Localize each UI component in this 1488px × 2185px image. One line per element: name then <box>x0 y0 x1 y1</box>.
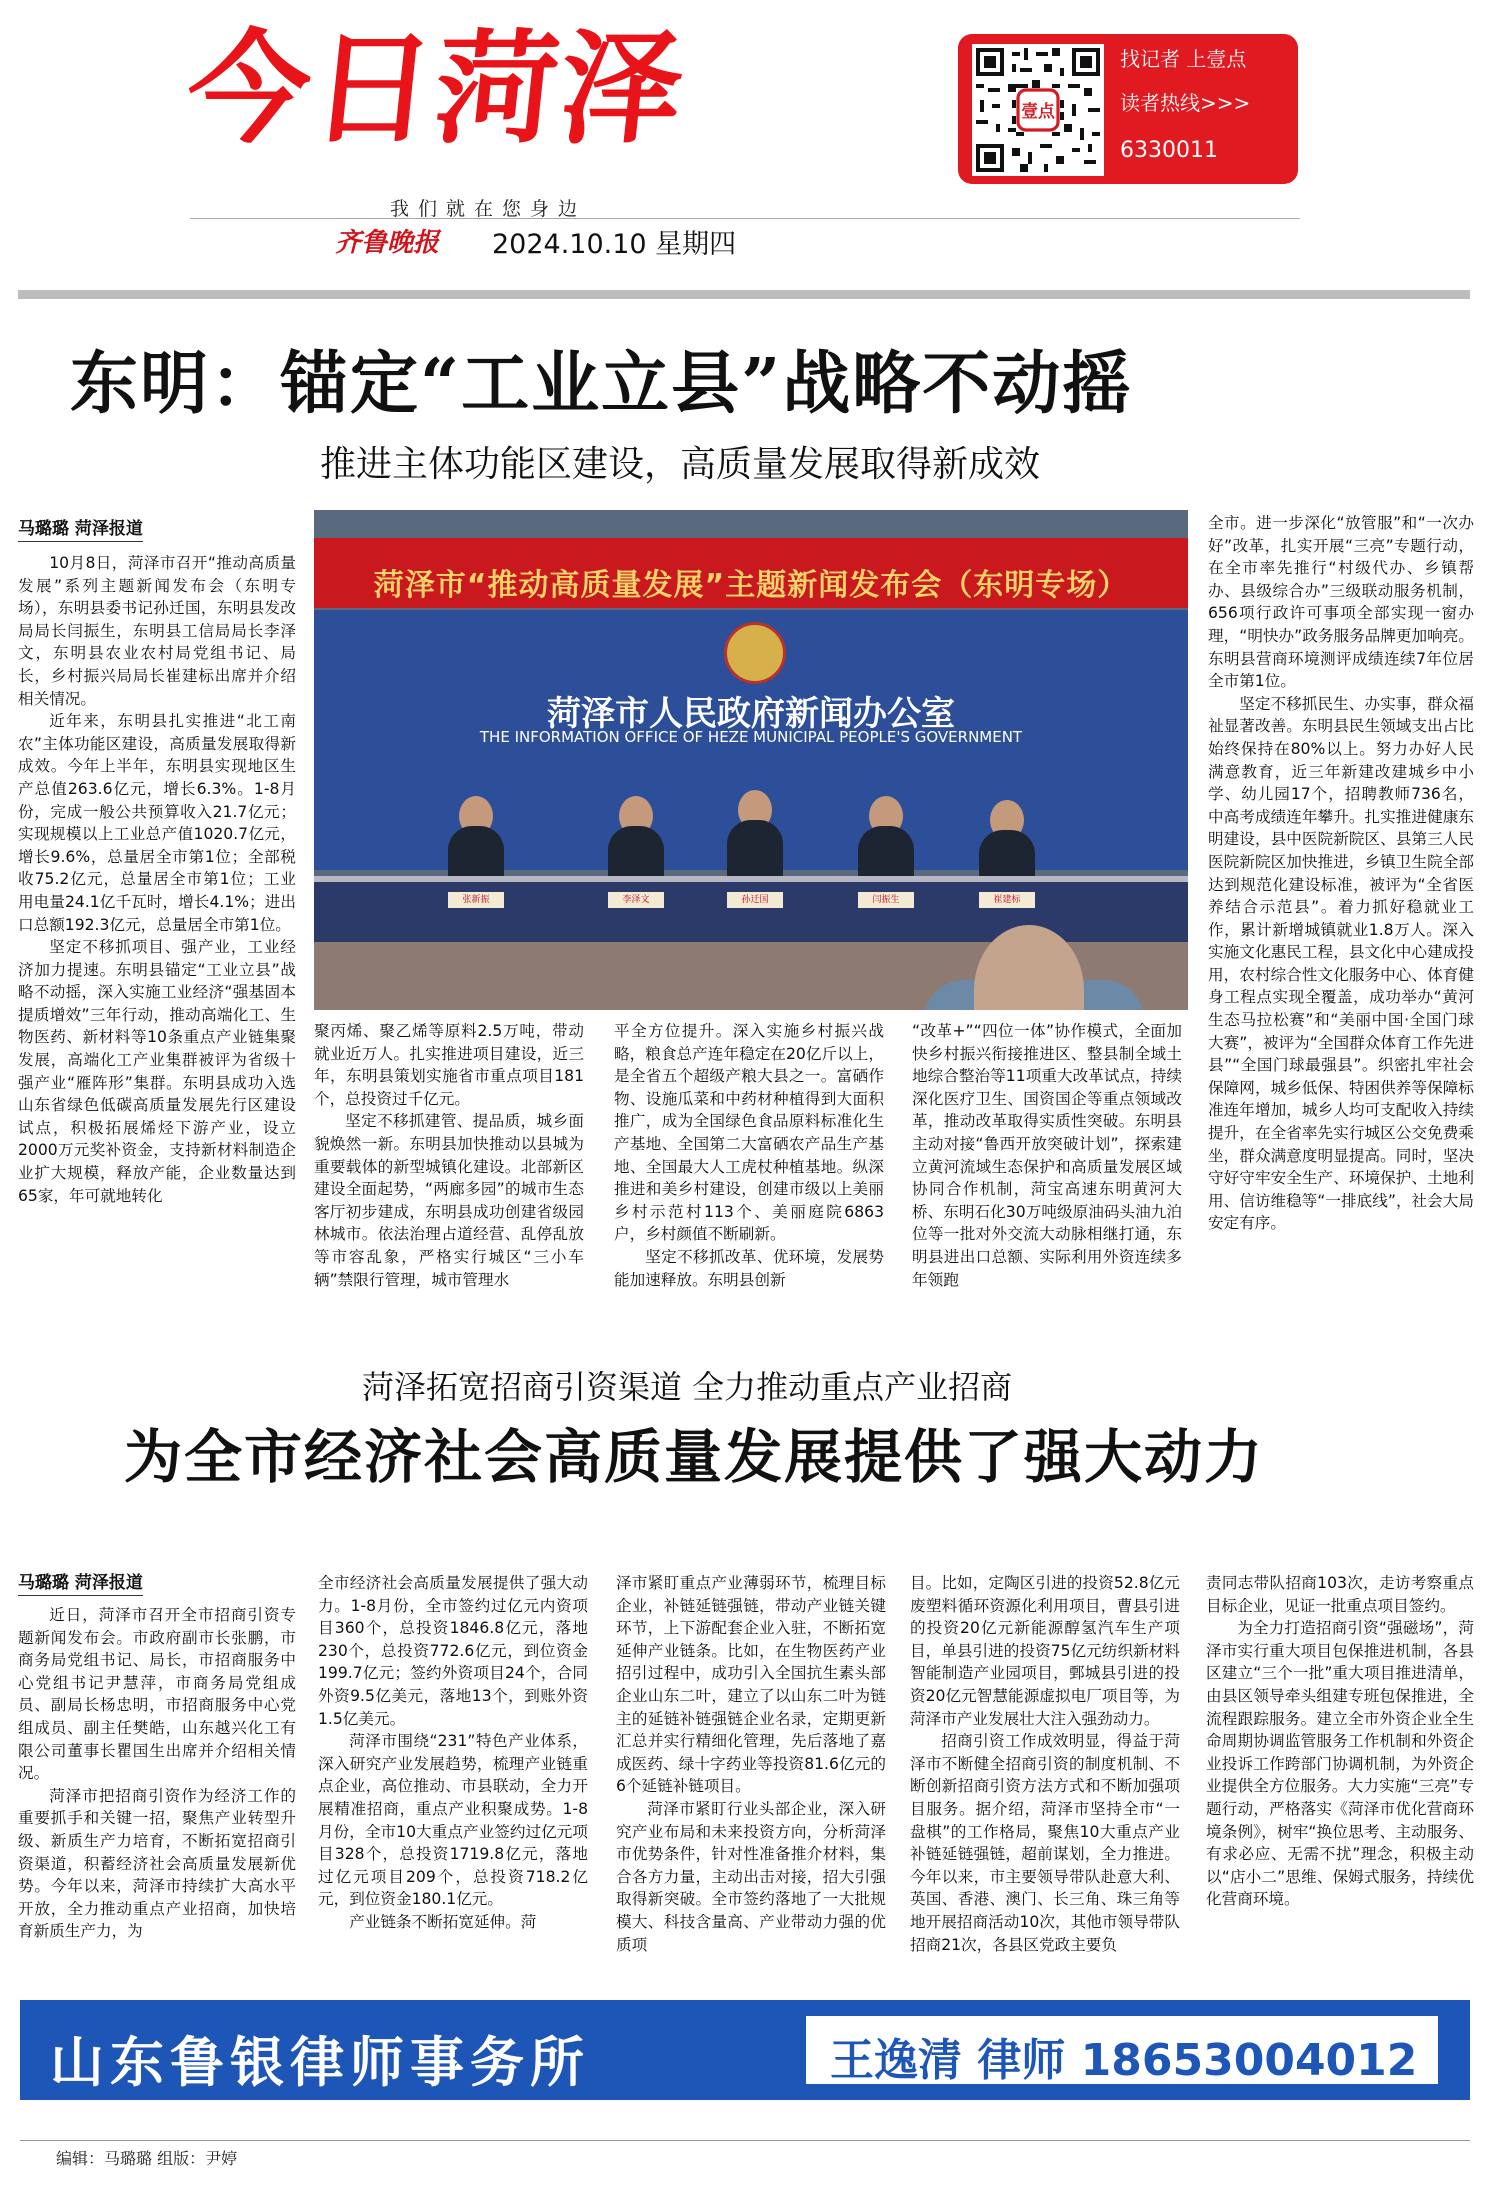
ad-firm-name: 山东鲁银律师事务所 <box>50 2030 590 2094</box>
masthead-slogan: 我们就在您身边 <box>390 198 587 220</box>
story1-byline: 马璐璐 菏泽报道 <box>18 514 143 542</box>
editor-credits: 编辑：马璐璐 组版：尹婷 <box>56 2149 238 2168</box>
nameplate: 闫振生 <box>858 892 914 908</box>
story1-column-4 <box>912 1020 1182 1360</box>
paragraph: 菏泽市把招商引资作为经济工作的重要抓手和关键一招，聚焦产业转型升级、新质生产力培育，不断拓宽招商引资渠道，积蓄经济社会高质量发展新优势。今年以来，菏泽市持续扩大高水平开放，全力推动重点产业招商，加快培育新质生产力，为 <box>18 1786 296 1941</box>
story1-headline: 东明：锚定“工业立县”战略不动摇 <box>70 344 1133 424</box>
issue-date: 2024.10.10 星期四 <box>492 229 737 260</box>
footer-divider <box>20 2140 1470 2141</box>
paragraph: 近年来，东明县扎实推进“北工南农”主体功能区建设，高质量发展取得新成效。今年上半年，东明县实现地区生产总值263.6亿元，增长6.3%。1-8月份，完成一般公共预算收入21.7亿元；实现规模以上工业总产值1020.7亿元，增长9.6%，总量居全市第1位；全部税收75.2亿元，总量居全市第1位；工业用电量24.1亿千瓦时，增长4.1%；进出口总额192.3亿元，总量居全市第1位。 <box>18 712 296 934</box>
paragraph: 全市。进一步深化“放管服”和“一次办好”改革，扎实开展“三亮”专题行动，在全市率先推行“村级代办、乡镇帮办、县级综合办”三级联动服务机制，656项行政许可事项全部实现一窗办理，“明快办”政务服务品牌更加响亮。东明县营商环境测评成绩连续7年位居全市第1位。 <box>1208 514 1474 691</box>
paragraph: 坚定不移抓改革、优环境，发展势能加速释放。东明县创新 <box>614 1247 884 1289</box>
story2-column-5 <box>1206 1572 1474 1988</box>
paragraph: 为全力打造招商引资“强磁场”，菏泽市实行重大项目包保推进机制，各县区建立“三个一批”重大项目推进清单，由县区领导牵头组建专班包保推进，全流程跟踪服务。建立全市外资企业全生命周期协调监管服务工作机制和外资企业投诉工作跨部门协调机制，为外资企业提供全方位服务。大力实施“三亮”专题行动，严格落实《菏泽市优化营商环境条例》，树牢“换位思考、主动服务、有求必应、无需不扰”理念，积极主动以“店小二”思维、保姆式服务，持续优化营商环境。 <box>1206 1619 1474 1909</box>
paragraph: 菏泽市围绕“231”特色产业体系，深入研究产业发展趋势，梳理产业链重点企业，高位推动、市县联动，全力开展精准招商，重点产业积聚成势。1-8月份，全市10大重点产业签约过亿元项目328个，总投资1719.8亿元，落地过亿元项目209个，总投资718.2亿元，到位资金180.1亿元。 <box>318 1732 588 1909</box>
hotline-number[interactable]: 6330011 <box>1120 138 1218 163</box>
story2-column-2 <box>318 1572 588 1988</box>
paragraph: 泽市紧盯重点产业薄弱环节，梳理目标企业，补链延链强链，带动产业链关键环节，上下游配套企业入驻，不断拓宽延伸产业链条。比如，在生物医药产业招引过程中，成功引入全国抗生素头部企业山东二叶，建立了以山东二叶为链主的延链补链强链企业名录，定期更新汇总并实行精细化管理，先后落地了嘉成医药、绿十字药业等投资81.6亿元的6个延链补链项目。 <box>616 1574 886 1796</box>
story2-column-3 <box>616 1572 886 1988</box>
nameplate: 崔建标 <box>979 892 1035 908</box>
photo-banner-text: 菏泽市“推动高质量发展”主题新闻发布会（东明专场） <box>373 568 1129 603</box>
paragraph: “改革+”“四位一体”协作模式，全面加快乡村振兴衔接推进区、整县制全域土地综合整治等11项重大改革试点，持续深化医疗卫生、国资国企等重点领域改革，推动改革取得实质性突破。东明县主动对接“鲁西开放突破计划”，探索建立黄河流域生态保护和高质量发展区域协同合作机制，菏宝高速东明黄河大桥、东明石化30万吨级原油码头油九泊位等一批对外交流大动脉相继打通，东明县进出口总额、实际利用外资连续多年领跑 <box>912 1022 1182 1289</box>
paragraph: 聚丙烯、聚乙烯等原料2.5万吨，带动就业近万人。扎实推进项目建设，近三年，东明县策划实施省市重点项目181个，总投资过千亿元。 <box>314 1022 584 1108</box>
national-emblem-icon <box>724 622 786 684</box>
paragraph: 10月8日，菏泽市召开“推动高质量发展”系列主题新闻发布会（东明专场），东明县委书记孙迁国，东明县发改局局长闫振生，东明县工信局局长李泽文，东明县农业农村局党组书记、局长，乡村振兴局局长崔建标出席并介绍相关情况。 <box>18 554 296 708</box>
press-conference-photo <box>314 510 1188 1010</box>
story1-column-5 <box>1208 512 1474 1360</box>
paragraph: 菏泽市紧盯行业头部企业，深入研究产业布局和未来投资方向，分析菏泽市优势条件，针对性准备推介材料，集合各方力量，主动出击对接，招大引强取得新突破。全市签约落地了一大批规模大、科技含量高、产业带动力强的优质项 <box>616 1799 886 1954</box>
ad-contact[interactable]: 王逸清 律师 18653004012 <box>830 2035 1418 2086</box>
nameplate: 张新振 <box>448 892 504 908</box>
story1-column-3 <box>614 1020 884 1360</box>
story1-column-1 <box>18 552 296 1360</box>
paragraph: 平全方位提升。深入实施乡村振兴战略，粮食总产连年稳定在20亿斤以上，是全省五个超级产粮大县之一。富硒作物、设施瓜菜和中药材种植得到大面积推广，成为全国绿色食品原料标准化生产基地、全国第二大富硒农产品生产基地、全国最大人工虎杖种植基地。纵深推进和美乡村建设，创建市级以上美丽乡村示范村113个、美丽庭院6863户，乡村颜值不断刷新。 <box>614 1022 884 1244</box>
contact-slogan: 找记者 上壹点 <box>1120 47 1247 71</box>
paragraph: 坚定不移抓民生、办实事，群众福祉显著改善。东明县民生领域支出占比始终保持在80%以上。努力办好人民满意教育，近三年新建改建城乡中小学、幼儿园17个，招聘教师736名，中高考成绩连年攀升。扎实推进健康东明建设，县中医院新院区、县第三人民医院新院区加快推进，乡镇卫生院全部达到规范化建设标准，被评为“全省医养结合示范县”。着力抓好稳就业工作，累计新增城镇就业1.8万人。深入实施文化惠民工程，县文化中心建成投用，农村综合性文化服务中心、体育健身工程点实现全覆盖，成功举办“黄河生态马拉松赛”和“美丽中国·全国门球大赛”，被评为“全国群众体育工作先进县”“全国门球最强县”。织密扎牢社会保障网，城乡低保、特困供养等保障标准连年增加，城乡人均可支配收入持续提升，在全省率先实行城区公交免费乘坐，群众满意度明显提高。同时，坚决守好守牢安全生产、环境保护、土地利用、信访维稳等“一排底线”，社会大局安定有序。 <box>1208 694 1474 1233</box>
paragraph: 坚定不移抓建管、提品质，城乡面貌焕然一新。东明县加快推动以县城为重要载体的新型城镇化建设。北部新区建设全面起势，“两廊多园”的城市生态客厅初步建成，东明县成功创建省级园林城市。依法治理占道经营、乱停乱放等市容乱象，严格实行城区“三小车辆”禁限行管理，城市管理水 <box>314 1112 584 1289</box>
qr-center-label: 壹点 <box>1021 101 1055 122</box>
story2-kicker: 菏泽拓宽招商引资渠道 全力推动重点产业招商 <box>362 1368 1013 1406</box>
story2-headline: 为全市经济社会高质量发展提供了强大动力 <box>124 1423 1265 1491</box>
story1-subheadline: 推进主体功能区建设，高质量发展取得新成效 <box>320 444 1041 485</box>
paragraph: 坚定不移抓项目、强产业，工业经济加力提速。东明县锚定“工业立县”战略不动摇，深入实施工业经济“强基固本 提质增效”三年行动，推动高端化工、生物医药、新材料等10条重点产业链集聚发展，高端化工产业集群被评为省级十强产业“雁阵形”集群。东明县成功入选山东省绿色低碳高质量发展先行区建设试点，积极拓展烯烃下游产业，设立2000万元奖补资金，支持新材料制造企业扩大规模，释放产能，企业数量达到65家，年可就地转化 <box>18 938 296 1205</box>
paragraph: 产业链条不断拓宽延伸。菏 <box>349 1912 537 1931</box>
story2-column-1 <box>18 1604 296 1988</box>
masthead-title: 今日菏泽 <box>180 18 692 160</box>
masthead-rule <box>18 290 1470 299</box>
paragraph: 全市经济社会高质量发展提供了强大动力。1-8月份，全市签约过亿元内资项目360个，总投资1846.8亿元，落地230个，总投资772.6亿元，到位资金199.7亿元；签约外资项目24个，合同外资9.5亿美元，落地13个，到账外资1.5亿美元。 <box>318 1574 588 1728</box>
story1-column-2 <box>314 1020 584 1360</box>
hotline-label: 读者热线>>> <box>1120 91 1251 115</box>
masthead-divider <box>190 218 1300 219</box>
qr-code-icon[interactable] <box>972 44 1104 176</box>
nameplate: 孙迁国 <box>727 892 783 908</box>
nameplate: 李泽文 <box>608 892 664 908</box>
paragraph: 目。比如，定陶区引进的投资52.8亿元废塑料循环资源化利用项目，曹县引进的投资20亿元新能源醇氢汽车生产项目，单县引进的投资75亿元纺织新材料智能制造产业园项目，鄄城县引进的投资20亿元智慧能源虚拟电厂项目等，为菏泽市产业发展壮大注入强劲动力。 <box>910 1574 1180 1728</box>
paragraph: 责同志带队招商103次，走访考察重点目标企业，见证一批重点项目签约。 <box>1206 1574 1474 1615</box>
newspaper-brand: 齐鲁晚报 <box>335 228 440 258</box>
story2-byline: 马璐璐 菏泽报道 <box>18 1568 143 1596</box>
paragraph: 招商引资工作成效明显，得益于菏泽市不断健全招商引资的制度机制、不断创新招商引资方法方式和不断加强项目服务。据介绍，菏泽市坚持全市“一盘棋”的工作格局，聚焦10大重点产业补链延链强链，超前谋划，全力推进。今年以来，市主要领导带队赴意大利、英国、香港、澳门、长三角、珠三角等地开展招商活动10次，其他市领导带队招商21次，各县区党政主要负 <box>910 1732 1180 1954</box>
story2-column-4 <box>910 1572 1180 1988</box>
photo-board-title: 菏泽市人民政府新闻办公室 <box>547 694 955 734</box>
photo-board-english: THE INFORMATION OFFICE OF HEZE MUNICIPAL PEOPLE'S GOVERNMENT <box>479 728 1023 746</box>
paragraph: 近日，菏泽市召开全市招商引资专题新闻发布会。市政府副市长张鹏，市商务局党组书记、局长，市招商服务中心党组书记尹慧萍，市商务局党组成员、副局长杨忠明，市招商服务中心党组成员、副主任樊皓，山东越兴化工有限公司董事长瞿国生出席并介绍相关情况。 <box>18 1606 296 1783</box>
